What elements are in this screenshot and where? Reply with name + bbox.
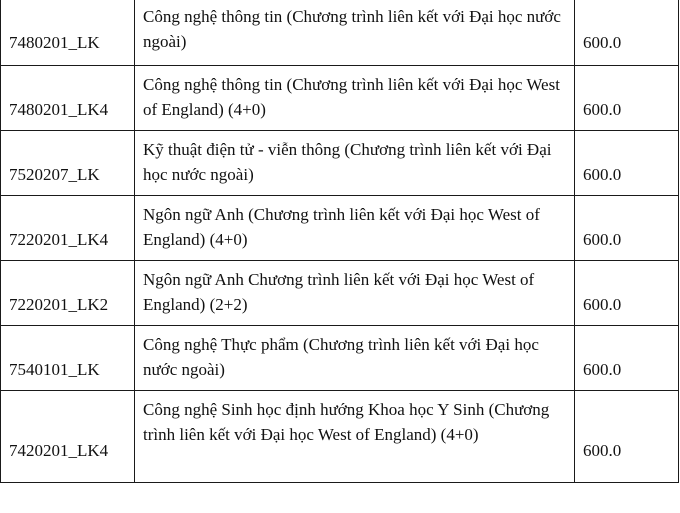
program-code: 7220201_LK2: [1, 261, 135, 326]
score-value: 600.0: [575, 261, 679, 326]
table-row: [1, 0, 679, 66]
score-value: 600.0: [575, 326, 679, 391]
table-row: [1, 66, 679, 131]
program-name: Công nghệ Thực phẩm (Chương trình liên kết với Đại học nước ngoài): [135, 326, 575, 391]
score-value: 600.0: [575, 0, 679, 66]
score-value: 600.0: [575, 391, 679, 483]
program-code: 7520207_LK: [1, 131, 135, 196]
table-row: [1, 196, 679, 261]
program-name: Ngôn ngữ Anh (Chương trình liên kết với Đại học West of England) (4+0): [135, 196, 575, 261]
table-row: [1, 261, 679, 326]
table-row: [1, 326, 679, 391]
program-name: Ngôn ngữ Anh Chương trình liên kết với Đại học West of England) (2+2): [135, 261, 575, 326]
program-code: 7480201_LK: [1, 0, 135, 66]
table-row: [1, 391, 679, 483]
program-code: 7220201_LK4: [1, 196, 135, 261]
program-name: Công nghệ thông tin (Chương trình liên kết với Đại học nước ngoài): [135, 0, 575, 66]
program-code: 7420201_LK4: [1, 391, 135, 483]
program-code: 7540101_LK: [1, 326, 135, 391]
table-row: [1, 131, 679, 196]
score-value: 600.0: [575, 196, 679, 261]
score-value: 600.0: [575, 131, 679, 196]
program-name: Công nghệ Sinh học định hướng Khoa học Y Sinh (Chương trình liên kết với Đại học West of England) (4+0): [135, 391, 575, 483]
program-name: Kỹ thuật điện tử - viễn thông (Chương trình liên kết với Đại học nước ngoài): [135, 131, 575, 196]
program-code: 7480201_LK4: [1, 66, 135, 131]
score-value: 600.0: [575, 66, 679, 131]
program-name: Công nghệ thông tin (Chương trình liên kết với Đại học West of England) (4+0): [135, 66, 575, 131]
